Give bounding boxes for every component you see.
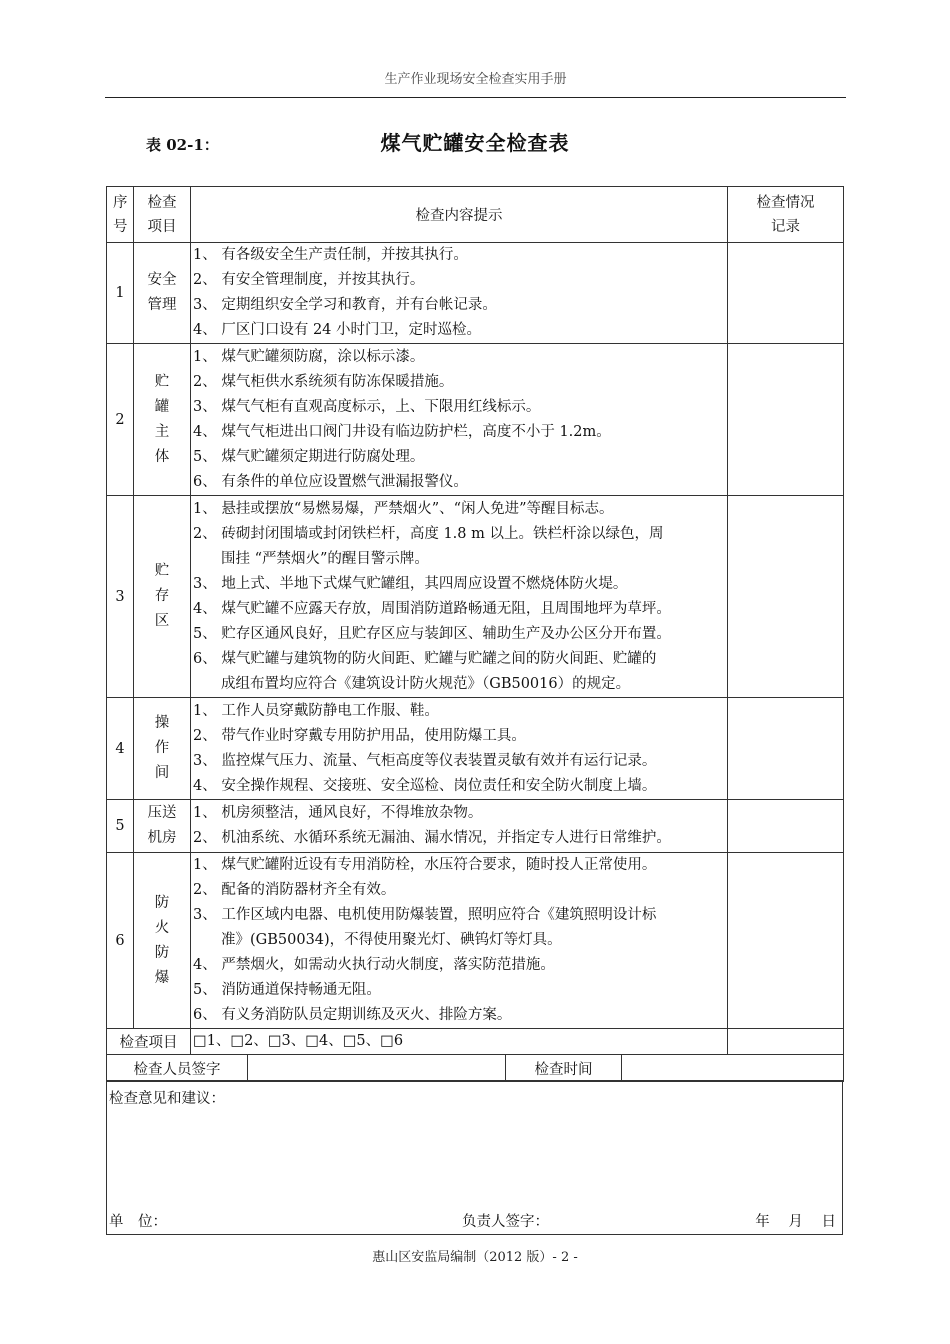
content-line: 6、 有条件的单位应设置燃气泄漏报警仪。: [193, 473, 468, 490]
row-seq: 2: [107, 344, 134, 496]
page-footer: 惠山区安监局编制（2012 版）- 2 -: [372, 1250, 578, 1265]
header-item: 检查项目: [134, 187, 191, 243]
content-line: 4、 煤气气柜进出口阀门井设有临边防护栏，高度不小于 1.2m。: [193, 423, 611, 440]
row-seq: 1: [107, 243, 134, 344]
signoff-table: [106, 1054, 844, 1082]
row-seq: 5: [107, 800, 134, 853]
content-line: 4、 厂区门口设有 24 小时门卫，定时巡检。: [193, 322, 482, 338]
row-content: [191, 800, 728, 853]
header-content: 检查内容提示: [191, 187, 728, 243]
content-line: 2、 配备的消防器材齐全有效。: [193, 882, 396, 898]
content-line: 2、 机油系统、水循环系统无漏油、漏水情况，并指定专人进行日常维护。: [193, 830, 671, 846]
row-content: [191, 853, 728, 1029]
content-line: 3、 煤气气柜有直观高度标示，上、下限用红线标示。: [193, 398, 541, 415]
row-item: 防火防爆: [134, 853, 191, 1029]
content-line: 3、 监控煤气压力、流量、气柜高度等仪表装置灵敏有效并有运行记录。: [193, 752, 657, 769]
inspector-signature-field[interactable]: [248, 1055, 506, 1082]
record-cell[interactable]: [728, 800, 844, 853]
row-content: [191, 496, 728, 698]
checklist-table: [106, 186, 844, 1055]
summary-checkboxes[interactable]: □1、□2、□3、□4、□5、□6: [191, 1029, 728, 1055]
table-number: 表 02-1：: [146, 136, 219, 154]
content-line: 2、 砖砌封闭围墙或封闭铁栏杆，高度 1.8 m 以上。铁栏杆涂以绿色，周: [193, 525, 664, 542]
record-cell[interactable]: [728, 496, 844, 698]
content-line: 1、 煤气贮罐附近设有专用消防栓，水压符合要求，随时投人正常使用。: [193, 857, 657, 873]
table-row: [107, 698, 844, 800]
row-seq: 6: [107, 853, 134, 1029]
row-content: [191, 344, 728, 496]
header-seq: 序号: [107, 187, 134, 243]
row-item: 压送机房: [134, 800, 191, 853]
inspection-time-field[interactable]: [622, 1055, 844, 1082]
table-row: [107, 243, 844, 344]
record-cell[interactable]: [728, 344, 844, 496]
content-line: 围挂 “严禁烟火”的醒目警示牌。: [221, 550, 429, 567]
content-line: 4、 煤气贮罐不应露天存放，周围消防道路畅通无阻，且周围地坪为草坪。: [193, 600, 671, 617]
content-line: 1、 有各级安全生产责任制，并按其执行。: [193, 247, 468, 263]
content-line: 6、 煤气贮罐与建筑物的防火间距、贮罐与贮罐之间的防火间距、贮罐的: [193, 650, 657, 667]
row-item: 贮存区: [134, 496, 191, 698]
content-line: 1、 工作人员穿戴防静电工作服、鞋。: [193, 702, 439, 719]
running-header: 生产作业现场安全检查实用手册: [384, 72, 567, 87]
responsible-signature-label: 负责人签字：: [462, 1214, 549, 1230]
content-line: 2、 带气作业时穿戴专用防护用品，使用防爆工具。: [193, 727, 526, 744]
record-cell[interactable]: [728, 698, 844, 800]
row-item: 安全管理: [134, 243, 191, 344]
content-line: 1、 煤气贮罐须防腐，涂以标示漆。: [193, 348, 425, 365]
content-line: 5、 贮存区通风良好，且贮存区应与装卸区、辅助生产及办公区分开布置。: [193, 625, 671, 642]
table-row: [107, 496, 844, 698]
record-cell[interactable]: [728, 243, 844, 344]
opinion-box[interactable]: [106, 1080, 843, 1235]
content-line: 准》(GB50034)，不得使用聚光灯、碘钨灯等灯具。: [221, 932, 562, 948]
row-seq: 3: [107, 496, 134, 698]
summary-row: [107, 1029, 844, 1055]
document-title: 煤气贮罐安全检查表: [380, 131, 570, 155]
row-item: 贮罐主体: [134, 344, 191, 496]
row-item: 操作间: [134, 698, 191, 800]
content-line: 4、 安全操作规程、交接班、安全巡检、岗位责任和安全防火制度上墙。: [193, 777, 657, 794]
content-line: 成组布置均应符合《建筑设计防火规范》（GB50016）的规定。: [221, 675, 631, 692]
record-cell[interactable]: [728, 853, 844, 1029]
content-line: 3、 工作区域内电器、电机使用防爆装置，照明应符合《建筑照明设计标: [193, 907, 657, 923]
content-line: 2、 煤气柜供水系统须有防冻保暖措施。: [193, 373, 454, 390]
inspector-signature-label: 检查人员签字: [107, 1055, 248, 1082]
content-line: 6、 有义务消防队员定期训练及灭火、排险方案。: [193, 1007, 512, 1023]
content-line: 3、 地上式、半地下式煤气贮罐组，其四周应设置不燃烧体防火堤。: [193, 575, 628, 592]
summary-label: 检查项目: [107, 1029, 191, 1055]
row-content: [191, 243, 728, 344]
table-row: [107, 800, 844, 853]
content-line: 1、 悬挂或摆放“易燃易爆，严禁烟火”、“闲人免进”等醒目标志。: [193, 500, 614, 517]
row-content: [191, 698, 728, 800]
unit-label: 单 位：: [109, 1214, 167, 1230]
table-row: [107, 344, 844, 496]
row-seq: 4: [107, 698, 134, 800]
content-line: 4、 严禁烟火，如需动火执行动火制度，落实防范措施。: [193, 957, 555, 973]
content-line: 2、 有安全管理制度，并按其执行。: [193, 272, 425, 288]
content-line: 5、 煤气贮罐须定期进行防腐处理。: [193, 448, 425, 465]
header-record: 检查情况记录: [728, 187, 844, 243]
summary-record-cell[interactable]: [728, 1029, 844, 1055]
date-label: 年 月 日: [755, 1214, 836, 1230]
header-rule: [105, 97, 846, 98]
opinion-label: 检查意见和建议：: [109, 1091, 225, 1107]
inspection-time-label: 检查时间: [506, 1055, 622, 1082]
content-line: 1、 机房须整洁，通风良好，不得堆放杂物。: [193, 805, 483, 821]
table-header-row: [107, 187, 844, 243]
content-line: 3、 定期组织安全学习和教育，并有台帐记录。: [193, 297, 497, 313]
content-line: 5、 消防通道保持畅通无阻。: [193, 982, 381, 998]
table-row: [107, 853, 844, 1029]
